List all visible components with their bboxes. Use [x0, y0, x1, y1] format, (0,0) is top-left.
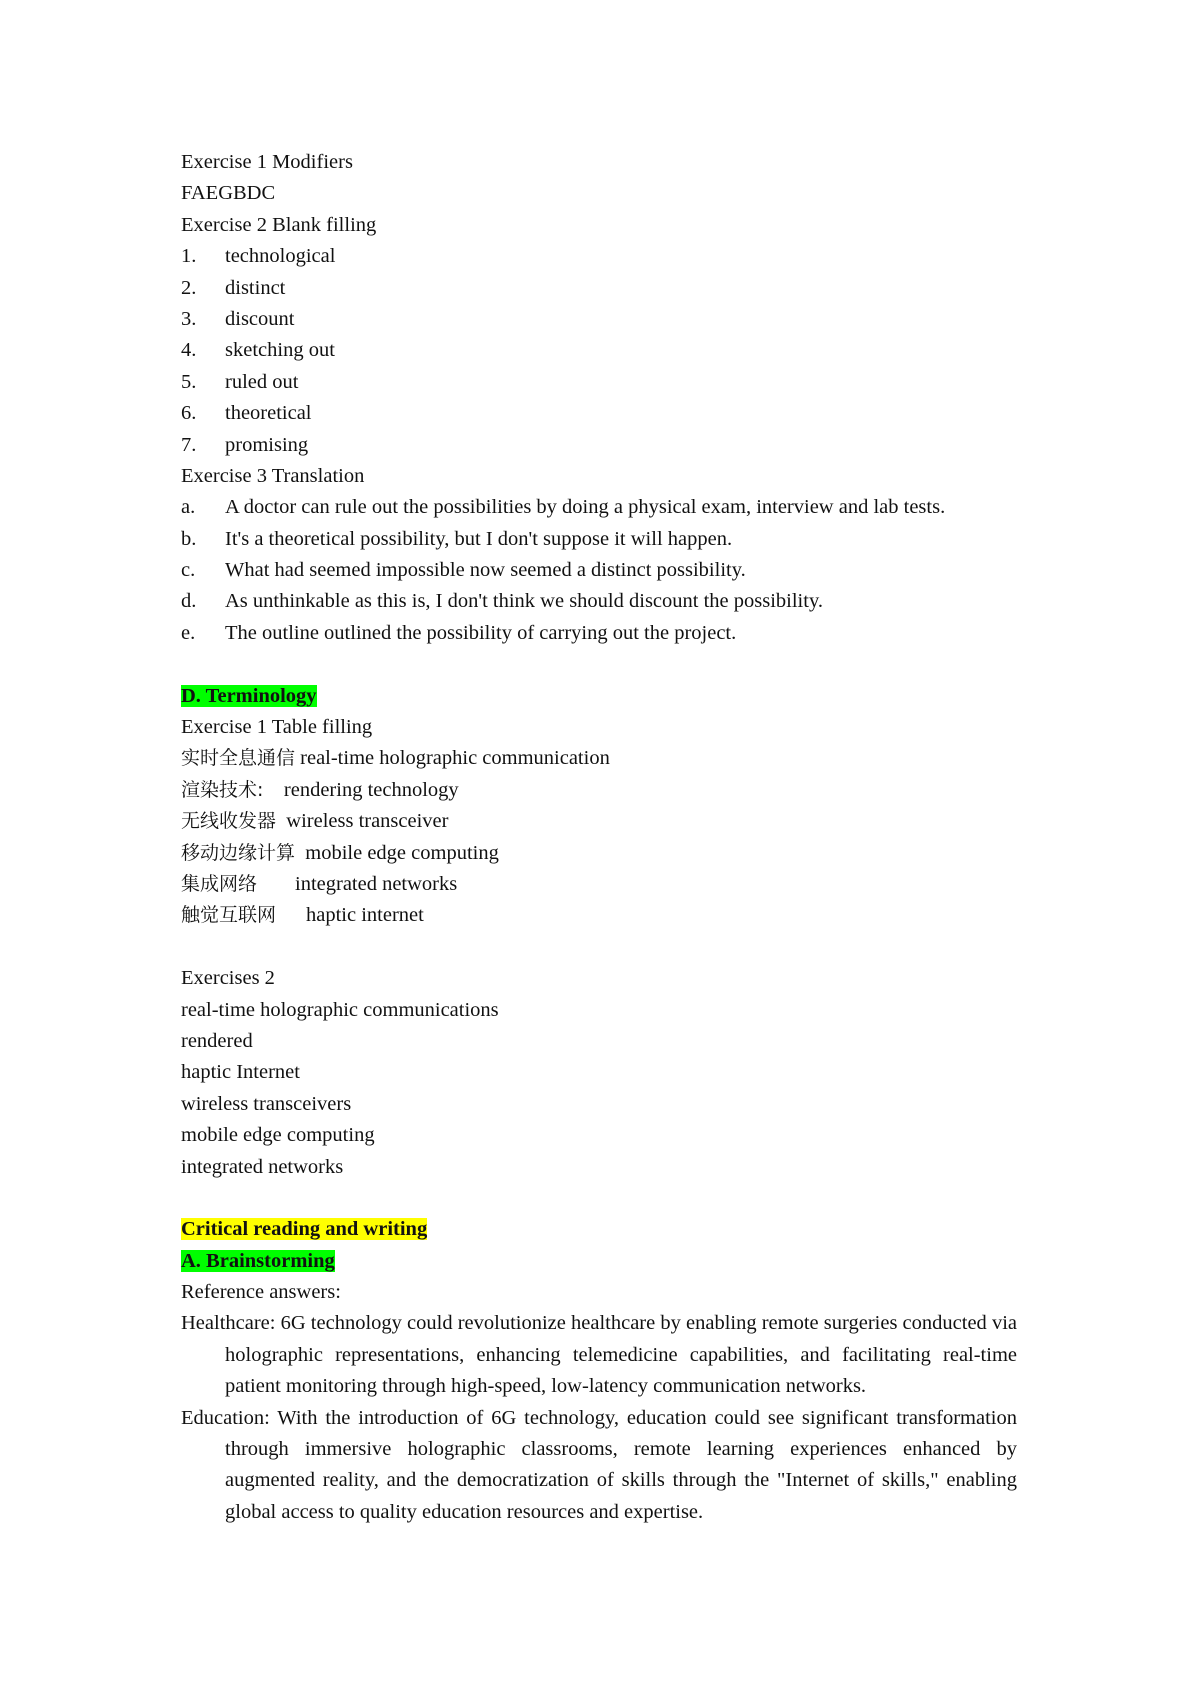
list-item	[181, 304, 1017, 335]
item-text: A doctor can rule out the possibilities by doing a physical exam, interview and lab tests.	[225, 496, 946, 519]
list-item: haptic Internet	[181, 1061, 300, 1084]
list-item	[181, 430, 1017, 461]
item-letter: b.	[181, 527, 197, 550]
critical-section	[181, 1214, 1017, 1245]
list-item	[181, 273, 1017, 304]
term-row	[181, 869, 1017, 900]
term-zh: 集成网络	[181, 872, 258, 895]
list-item	[181, 555, 1017, 586]
list-item	[181, 241, 1017, 272]
list-item: rendered	[181, 1029, 253, 1052]
term-row	[181, 900, 1017, 931]
item-text: The outline outlined the possibility of carrying out the project.	[225, 621, 737, 644]
term-zh: 无线收发器	[181, 810, 277, 833]
list-item	[181, 492, 1017, 523]
term-row	[181, 806, 1017, 837]
terminology-section	[181, 681, 1017, 712]
document-page	[181, 147, 1017, 1528]
list-item: real-time holographic communications	[181, 998, 499, 1021]
item-text: discount	[225, 307, 295, 330]
list-item	[181, 367, 1017, 398]
ex3-list	[181, 492, 1017, 649]
item-number: 7.	[181, 433, 197, 456]
paragraph-healthcare: Healthcare: 6G technology could revolutionize healthcare by enabling remote surgeries conducted via holographic representations, enhancing telemedicine capabilities, and facilitating real-time patient monitoring through high-speed, low-latency communication networks.	[181, 1312, 1017, 1398]
term-en: wireless transceiver	[286, 810, 449, 833]
item-number: 1.	[181, 245, 197, 268]
item-letter: a.	[181, 496, 196, 519]
item-number: 5.	[181, 370, 197, 393]
term-table	[181, 743, 1017, 931]
item-text: What had seemed impossible now seemed a distinct possibility.	[225, 559, 746, 582]
item-text: As unthinkable as this is, I don't think we should discount the possibility.	[225, 590, 823, 613]
item-text: distinct	[225, 276, 286, 299]
critical-heading: Critical reading and writing	[181, 1218, 428, 1241]
reference-label: Reference answers:	[181, 1281, 341, 1304]
ex1-heading: Exercise 1 Modifiers	[181, 151, 353, 173]
term-row	[181, 743, 1017, 774]
term-en: mobile edge computing	[305, 841, 499, 864]
ex1-answer: FAEGBDC	[181, 182, 276, 205]
brainstorm-section	[181, 1246, 1017, 1277]
list-item: integrated networks	[181, 1155, 344, 1178]
item-text: technological	[225, 245, 336, 268]
ex2-heading: Exercise 2 Blank filling	[181, 213, 377, 236]
term-en: haptic internet	[306, 904, 424, 927]
term-ex2-heading: Exercises 2	[181, 967, 275, 990]
term-en: rendering technology	[283, 778, 459, 801]
term-zh: 移动边缘计算	[181, 841, 296, 864]
item-letter: d.	[181, 590, 197, 613]
term-row	[181, 838, 1017, 869]
term-ex2-list	[181, 995, 1017, 1183]
term-zh: 实时全息通信	[181, 747, 296, 770]
item-number: 2.	[181, 276, 197, 299]
item-number: 3.	[181, 307, 197, 330]
term-en: integrated networks	[295, 872, 458, 895]
list-item: mobile edge computing	[181, 1124, 375, 1147]
terminology-heading: D. Terminology	[181, 684, 317, 707]
item-letter: e.	[181, 621, 196, 644]
ex2-list	[181, 241, 1017, 461]
term-zh: 触觉互联网	[181, 904, 277, 927]
list-item	[181, 618, 1017, 649]
item-text: sketching out	[225, 339, 335, 362]
ex3-heading: Exercise 3 Translation	[181, 464, 365, 487]
list-item: wireless transceivers	[181, 1092, 352, 1115]
item-text: It's a theoretical possibility, but I don't suppose it will happen.	[225, 527, 733, 550]
list-item	[181, 335, 1017, 366]
item-number: 6.	[181, 402, 197, 425]
list-item	[181, 586, 1017, 617]
spacer	[181, 1183, 1017, 1214]
term-zh: 渲染技术:	[181, 778, 264, 801]
term-row	[181, 775, 1017, 806]
item-letter: c.	[181, 559, 196, 582]
item-number: 4.	[181, 339, 197, 362]
spacer	[181, 649, 1017, 680]
spacer	[181, 932, 1017, 963]
item-text: ruled out	[225, 370, 299, 393]
list-item	[181, 398, 1017, 429]
item-text: theoretical	[225, 402, 312, 425]
item-text: promising	[225, 433, 309, 456]
list-item	[181, 524, 1017, 555]
brainstorm-heading: A. Brainstorming	[181, 1249, 335, 1272]
paragraph-education: Education: With the introduction of 6G technology, education could see significant transformation through immersive holographic classrooms, remote learning experiences enhanced by augmented reality, and the democratization of skills through the "Internet of skills," enabling global access to quality education resources and expertise.	[181, 1406, 1017, 1523]
term-ex1-heading: Exercise 1 Table filling	[181, 716, 373, 739]
term-en: real-time holographic communication	[300, 747, 610, 770]
